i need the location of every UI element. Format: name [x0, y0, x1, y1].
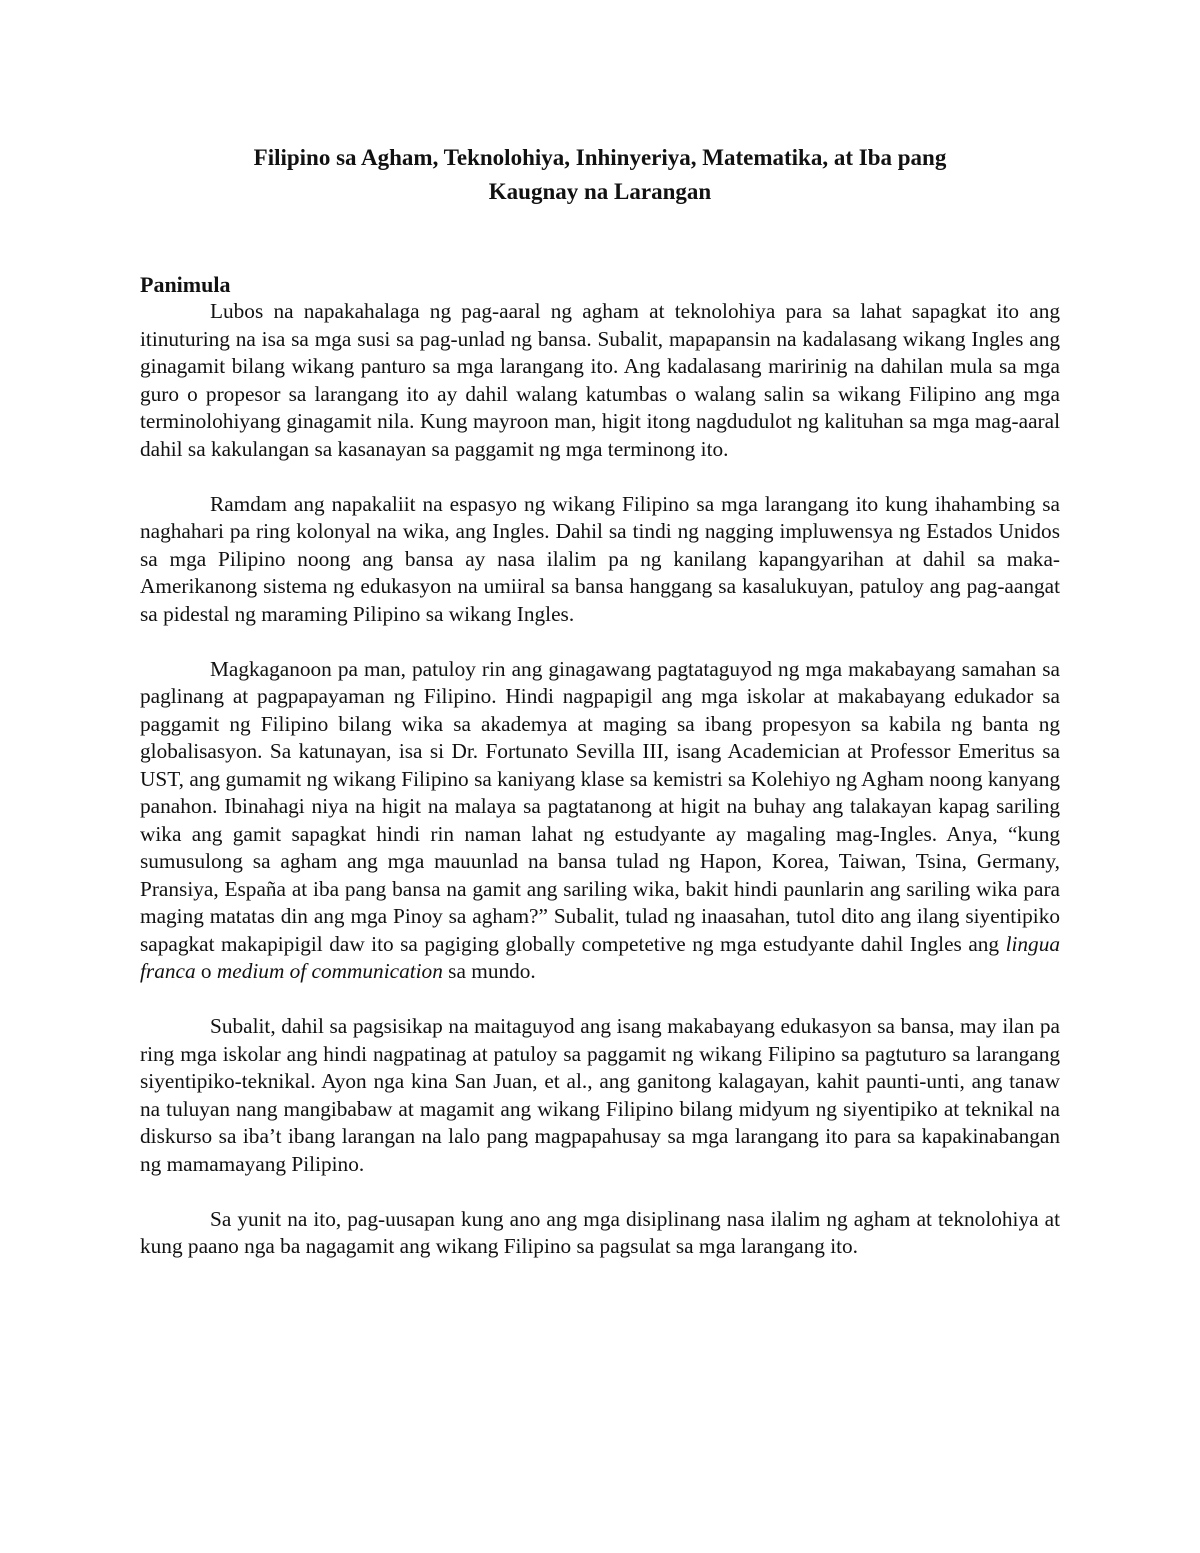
- paragraph-5: Sa yunit na ito, pag-uusapan kung ano ang mga disiplinang nasa ilalim ng agham at teknolohiya at kung paano nga ba nagagamit ang wikang Filipino sa pagsulat sa mga larangang ito.: [140, 1206, 1060, 1258]
- paragraph-3-connector: o: [195, 959, 217, 983]
- paragraph-1: Lubos na napakahalaga ng pag-aaral ng agham at teknolohiya para sa lahat sapagkat ito ang itinuturing na isa sa mga susi sa pag-unlad ng bansa. Subalit, mapapansin na kadalasang wikang Ingles ang ginagamit bilang wikang panturo sa mga larangang ito. Ang kadalasang maririnig na dahilan mula sa mga guro o propesor sa larangang ito ay dahil walang katumbas o walang salin sa wikang Filipino ang mga terminolohiyang ginagamit nila. Kung mayroon man, higit itong nagdudulot ng kalituhan sa mga mag-aaral dahil sa kakulangan sa kasanayan sa paggamit ng mga terminong ito.: [140, 299, 1060, 461]
- paragraph-3-italic-lingua-franca: lingua franca: [140, 931, 1060, 983]
- paragraph-2: Ramdam ang napakaliit na espasyo ng wikang Filipino sa mga larangang ito kung ihahambing sa naghahari pa ring kolonyal na wika, ang Ingles. Dahil sa tindi ng nagging impluwensya ng Estados Unidos sa mga Pilipino noong ang bansa ay nasa ilalim pa ng kanilang kapangyarihan at dahil sa maka-Amerikanong sistema ng edukasyon na umiiral sa bansa hanggang sa kasalukuyan, patuloy ang pag-aangat sa pidestal ng maraming Pilipino sa wikang Ingles.: [140, 491, 1060, 626]
- document-body: [140, 298, 1060, 1261]
- paragraph-3: [140, 656, 1060, 986]
- paragraph-3-italic-medium: medium of communication: [216, 959, 443, 983]
- title-line-1: Filipino sa Agham, Teknolohiya, Inhinyeriya, Matematika, at Iba pang: [253, 145, 947, 170]
- paragraph-3-text: Magkaganoon pa man, patuloy rin ang ginagawang pagtataguyod ng mga makabayang samahan sa paglinang at pagpapayaman ng Filipino. Hindi nagpapigil ang mga iskolar at makabayang edukador sa paggamit ng Filipino bilang wika sa akademya at maging sa ibang propesyon sa kabila ng banta ng globalisasyon. Sa katunayan, isa si Dr. Fortunato Sevilla III, isang Academician at Professor Emeritus sa UST, ang gumamit ng wikang Filipino sa kaniyang klase sa kemistri sa Kolehiyo ng Agham noong kanyang panahon. Ibinahagi niya na higit na malaya sa pagtatanong at higit na buhay ang talakayan kapag sariling wika ang gamit sapagkat hindi rin naman lahat ng estudyante ay magaling mag-Ingles. Anya, “kung sumusulong sa agham ang mga mauunlad na bansa tulad ng Hapon, Korea, Taiwan, Tsina, Germany, Pransiya, España at iba pang bansa na gamit ang sariling wika, bakit hindi paunlarin ang sariling wika para maging matatas din ang mga Pinoy sa agham?” Subalit, tulad ng inaasahan, tutol dito ang ilang siyentipiko sapagkat makapipigil daw ito sa pagiging globally competetive ng mga estudyante dahil Ingles ang: [140, 656, 1060, 956]
- paragraph-3-end: sa mundo.: [442, 959, 536, 983]
- paragraph-4: Subalit, dahil sa pagsisikap na maitaguyod ang isang makabayang edukasyon sa bansa, may ilan pa ring mga iskolar ang hindi nagpatinag at patuloy sa paggamit ng wikang Filipino sa pagtuturo sa larangang siyentipiko-teknikal. Ayon nga kina San Juan, et al., ang ganitong kalagayan, kahit paunti-unti, ang tanaw na tuluyan nang mangibabaw at magamit ang wikang Filipino bilang midyum ng siyentipiko at teknikal na diskurso sa iba’t ibang larangan na lalo pang magpapahusay sa mga larangang ito para sa kapakinabangan ng mamamayang Pilipino.: [140, 1014, 1060, 1176]
- section-heading: Panimula: [140, 272, 231, 297]
- title-line-2: Kaugnay na Larangan: [488, 179, 712, 204]
- document-title: [140, 141, 1060, 209]
